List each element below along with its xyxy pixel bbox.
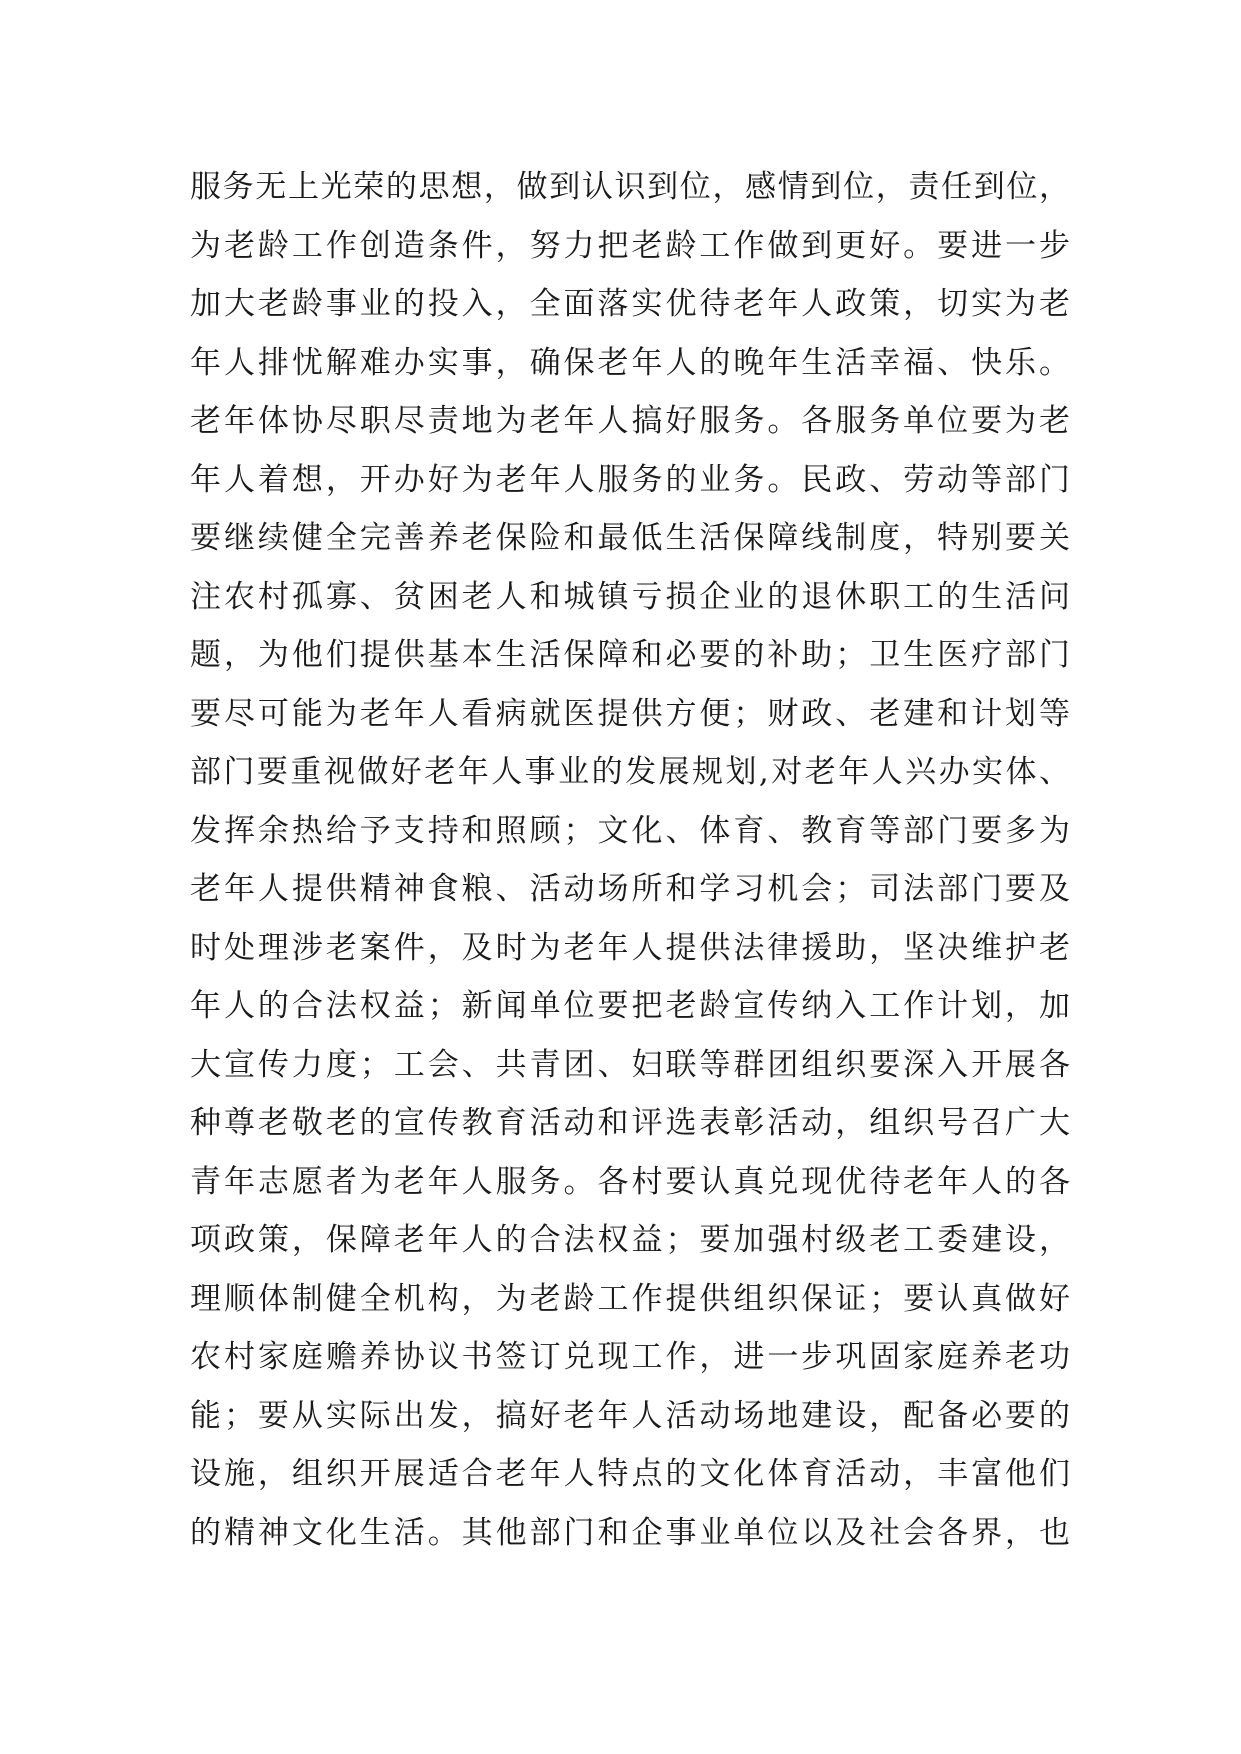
- text-line: 部门要重视做好老年人事业的发展规划,对老年人兴办实体、: [190, 754, 1070, 790]
- text-line: 注农村孤寡、贫困老人和城镇亏损企业的退休职工的生活问: [190, 578, 1070, 615]
- text-line: 为老龄工作创造条件，努力把老龄工作做到更好。要进一步: [190, 227, 1070, 264]
- text-line: 年人的合法权益；新闻单位要把老龄宣传纳入工作计划，加: [190, 988, 1070, 1024]
- text-line: 题，为他们提供基本生活保障和必要的补助；卫生医疗部门: [190, 637, 1070, 673]
- text-line: 能；要从实际出发，搞好老年人活动场地建设，配备必要的: [190, 1397, 1070, 1434]
- text-line: 种尊老敬老的宣传教育活动和评选表彰活动，组织号召广大: [190, 1105, 1070, 1141]
- text-line: 加大老龄事业的投入，全面落实优待老年人政策，切实为老: [190, 286, 1070, 322]
- body-text: [190, 158, 1070, 1562]
- text-line: 要尽可能为老年人看病就医提供方便；财政、老建和计划等: [190, 695, 1070, 732]
- text-line: 大宣传力度；工会、共青团、妇联等群团组织要深入开展各: [190, 1046, 1070, 1083]
- text-line: 时处理涉老案件，及时为老年人提供法律援助，坚决维护老: [190, 929, 1070, 966]
- text-line: 农村家庭赡养协议书签订兑现工作，进一步巩固家庭养老功: [190, 1339, 1070, 1375]
- text-line: 理顺体制健全机构，为老龄工作提供组织保证；要认真做好: [190, 1280, 1070, 1317]
- text-line: 老年人提供精神食粮、活动场所和学习机会；司法部门要及: [190, 871, 1070, 907]
- text-line: 服务无上光荣的思想，做到认识到位，感情到位，责任到位，: [190, 169, 1070, 205]
- text-line: 青年志愿者为老年人服务。各村要认真兑现优待老年人的各: [190, 1163, 1070, 1200]
- text-line: 项政策，保障老年人的合法权益；要加强村级老工委建设，: [190, 1222, 1070, 1258]
- text-line: 年人排忧解难办实事，确保老年人的晚年生活幸福、快乐。: [190, 344, 1070, 381]
- text-line: 老年体协尽职尽责地为老年人搞好服务。各服务单位要为老: [190, 403, 1070, 439]
- text-line: 设施，组织开展适合老年人特点的文化体育活动，丰富他们: [190, 1456, 1070, 1492]
- text-line: 要继续健全完善养老保险和最低生活保障线制度，特别要关: [190, 520, 1070, 556]
- text-line: 年人着想，开办好为老年人服务的业务。民政、劳动等部门: [190, 461, 1070, 498]
- text-line: 发挥余热给予支持和照顾；文化、体育、教育等部门要多为: [190, 812, 1070, 849]
- text-line: 的精神文化生活。其他部门和企事业单位以及社会各界，也: [190, 1514, 1070, 1551]
